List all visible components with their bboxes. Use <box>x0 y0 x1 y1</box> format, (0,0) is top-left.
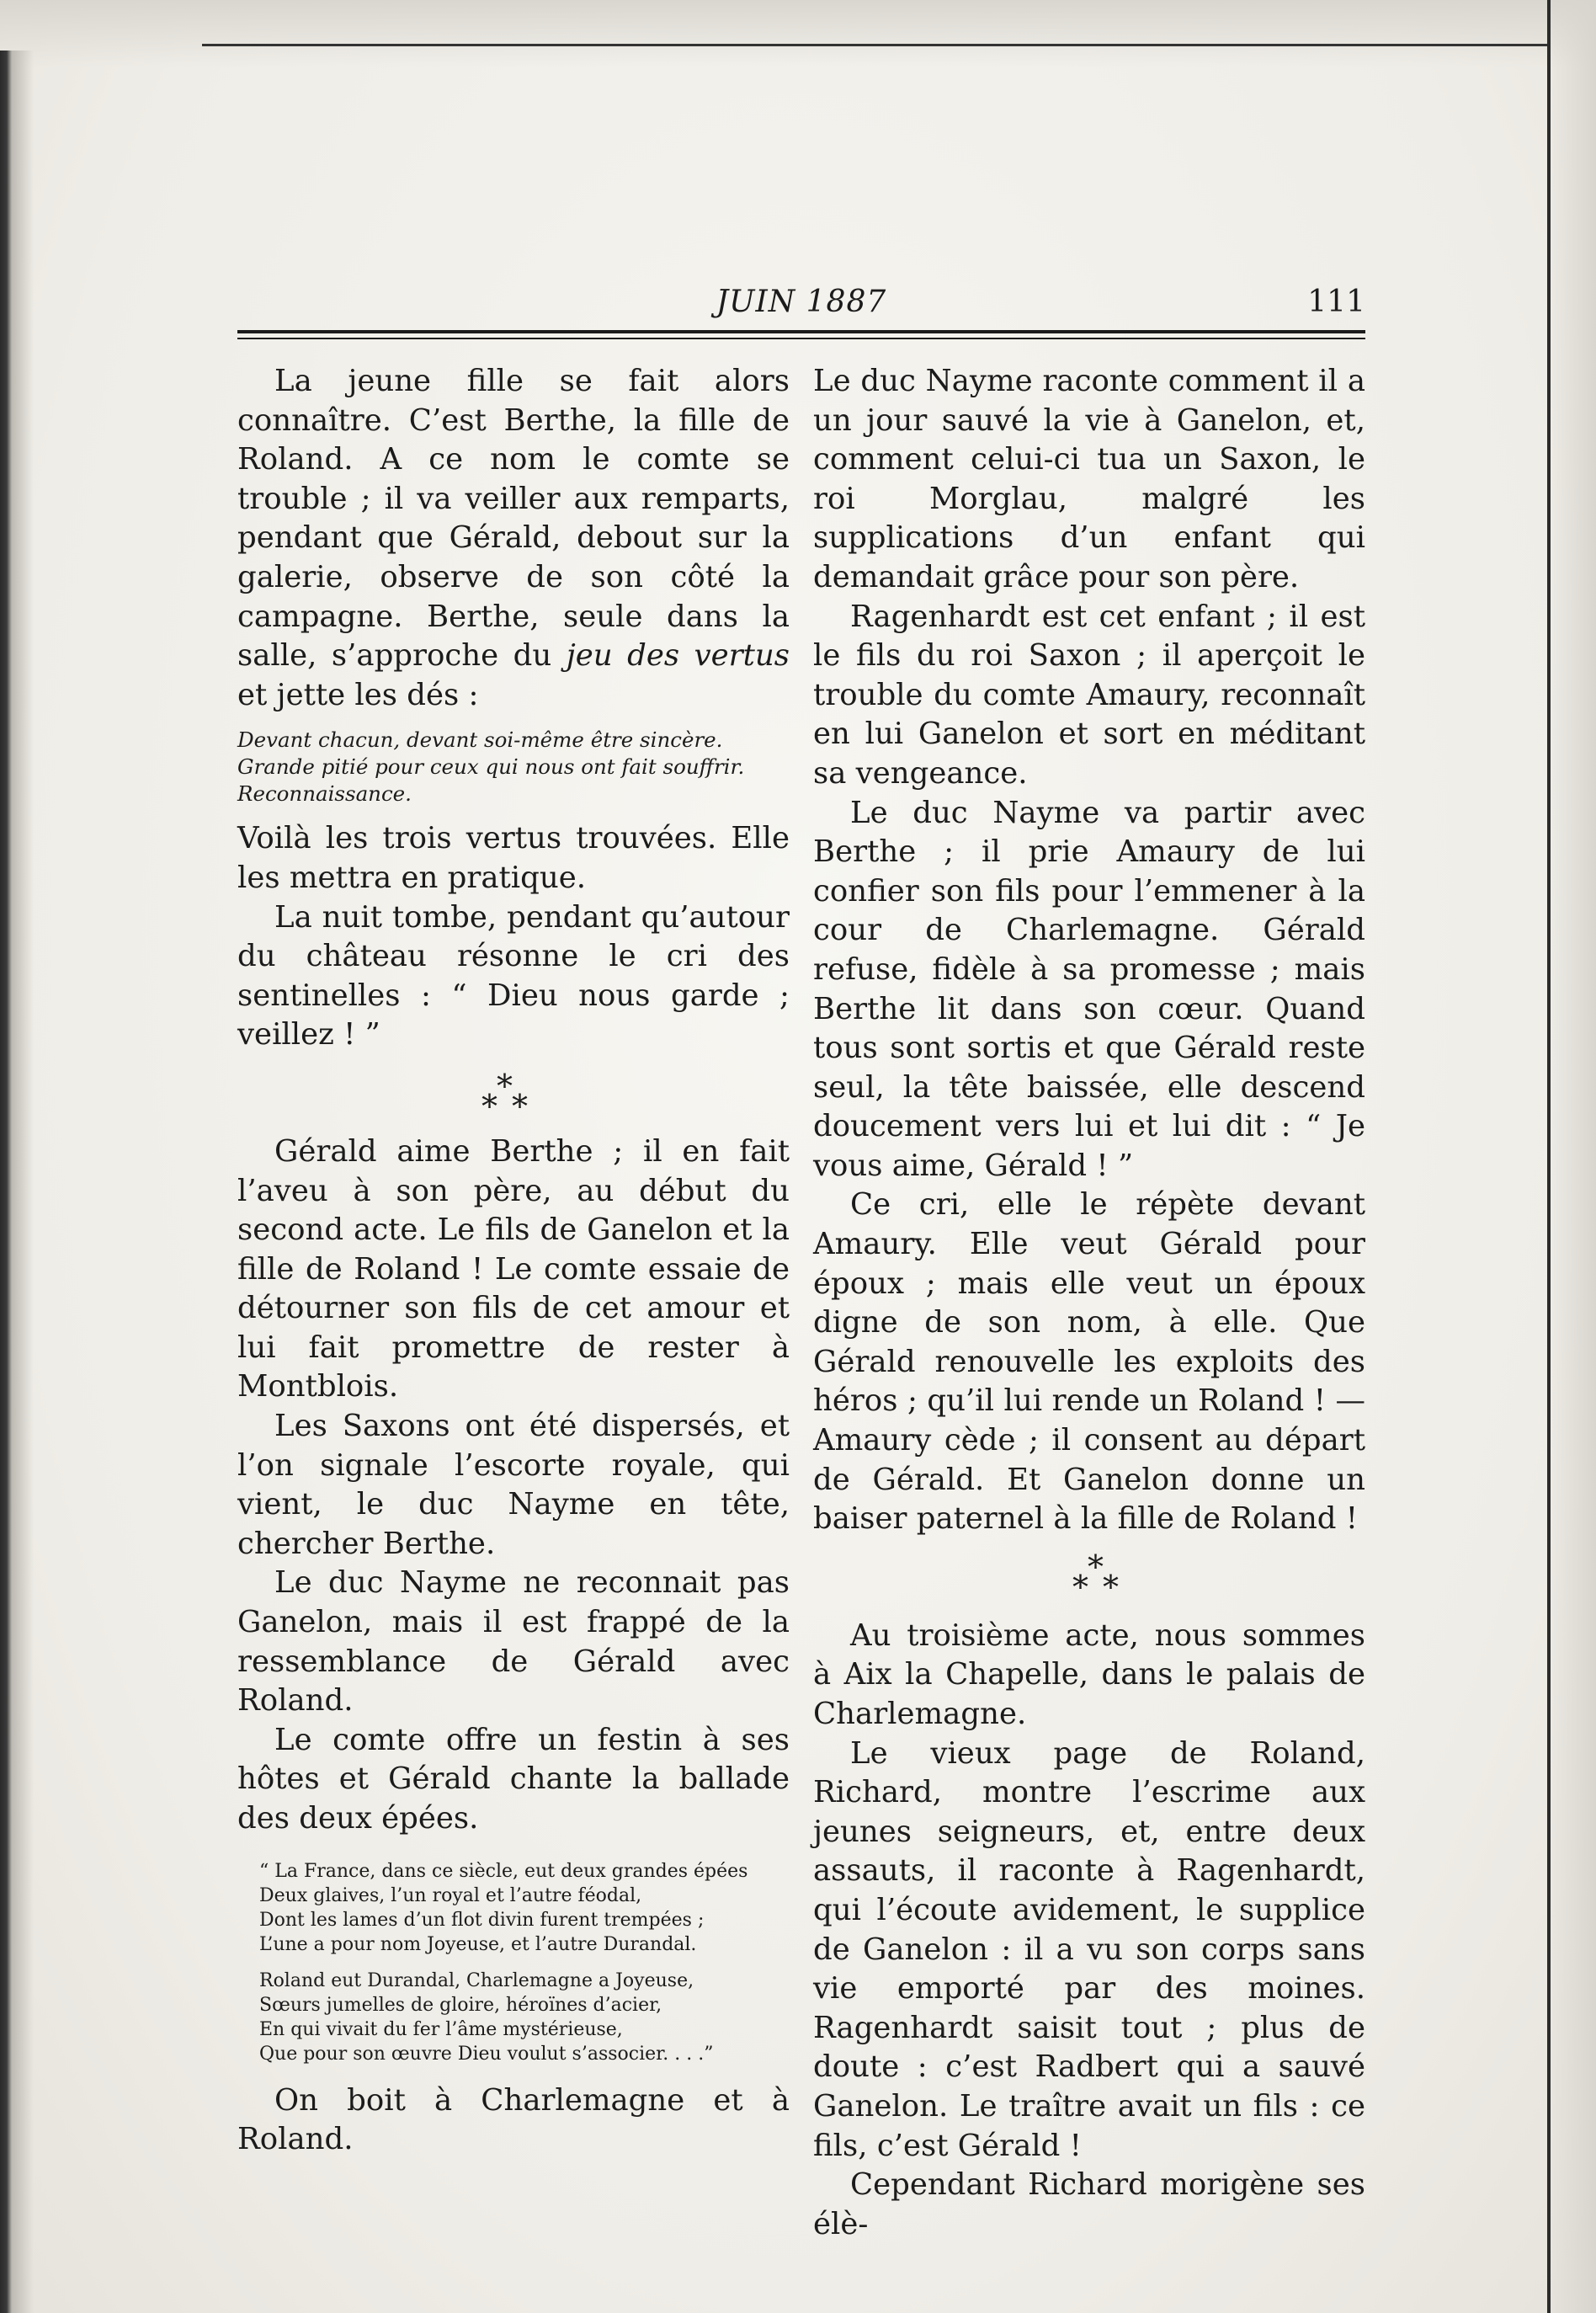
paragraph: Le duc Nayme va partir avec Berthe ; il prie Amaury de lui confier son fils pour l’emmener à la cour de Charlemagne. Gérald refuse, fidèle à sa promesse ; mais Berthe lit dans son cœur. Quand tous sont sortis et que Gérald reste seul, la tête baissée, elle descend doucement vers lui et lui dit : “ Je vous aime, Gérald ! ” <box>813 795 1365 1183</box>
paragraph: Le duc Nayme ne reconnait pas Ganelon, mais il est frappé de la ressemblance de Gérald avec Roland. <box>237 1565 790 1719</box>
verse-line: Deux glaives, l’un royal et l’autre féodal, <box>259 1884 642 1906</box>
paragraph: Cependant Richard morigène ses élè- <box>813 2167 1365 2241</box>
verse-line: Sœurs jumelles de gloire, héroïnes d’acier, <box>259 1994 662 2016</box>
asterism-star: * <box>1088 1548 1104 1586</box>
ballad-stanza <box>259 1969 790 2066</box>
quote-line: Grande pitié pour ceux qui nous ont fait souffrir. <box>237 754 745 780</box>
asterism <box>813 1539 1365 1617</box>
asterism-star: * <box>512 1087 528 1125</box>
paragraph: Les Saxons ont été dispersés, et l’on signale l’escorte royale, qui vient, le duc Nayme en tête, chercher Berthe. <box>237 1409 790 1561</box>
asterism-star: * <box>497 1067 513 1105</box>
verse-line: Que pour son œuvre Dieu voulut s’associer. . . .” <box>259 2043 714 2065</box>
paragraph: Le comte offre un festin à ses hôtes et Gérald chante la ballade des deux épées. <box>237 1722 790 1836</box>
header-rule-thin <box>237 338 1365 339</box>
quote-line: Devant chacun, devant soi-même être sincère. <box>237 727 723 753</box>
paragraph: Gérald aime Berthe ; il en fait l’aveu à son père, au début du second acte. Le fils de Ganelon et la fille de Roland ! Le comte essaie de détourner son fils de cet amour et lui fait promettre de rester à Montblois. <box>237 1133 790 1404</box>
verse-line: En qui vivait du fer l’âme mystérieuse, <box>259 2018 623 2040</box>
right-column <box>813 362 1365 2244</box>
paragraph: Le vieux page de Roland, Richard, montre l’escrime aux jeunes seigneurs, et, entre deux assauts, il raconte à Ragenhardt, qui l’écoute avidement, le supplice de Ganelon : il a vu son corps sans vie emporté par des moines. Ragenhardt saisit tout ; plus de doute : c’est Radbert qui a sauvé Ganelon. Le traître avait un fils : ce fils, c’est Gérald ! <box>813 1735 1365 2163</box>
running-title: JUIN 1887 <box>716 285 887 319</box>
page-number: 111 <box>1307 285 1365 319</box>
paragraph: Le duc Nayme raconte comment il a un jour sauvé la vie à Ganelon, et, comment celui-ci tua un Saxon, le roi Morglau, malgré les supplications d’un enfant qui demandait grâce pour son père. <box>813 364 1365 594</box>
italic-phrase: jeu des vertus <box>566 638 790 674</box>
verse-line: Roland eut Durandal, Charlemagne a Joyeuse, <box>259 1969 694 1991</box>
ballad-stanza <box>259 1859 790 1957</box>
scan-left-edge <box>0 51 34 2313</box>
header-rule-thick <box>237 330 1365 333</box>
left-column <box>237 362 790 2160</box>
scan-top-shadow <box>0 0 1596 67</box>
ballad-quote <box>259 1859 790 2066</box>
paragraph: On boit à Charlemagne et à Roland. <box>237 2082 790 2157</box>
vertus-quote <box>237 727 790 807</box>
paragraph: Ragenhardt est cet enfant ; il est le fils du roi Saxon ; il aperçoit le trouble du comte Amaury, reconnaît en lui Ganelon et sort en méditant sa vengeance. <box>813 599 1365 791</box>
paragraph: Ce cri, elle le répète devant Amaury. Elle veut Gérald pour époux ; mais elle veut un époux digne de son nom, à elle. Que Gérald renouvelle les exploits des héros ; qu’il lui rende un Roland ! — Amaury cède ; il consent au départ de Gérald. Et Ganelon donne un baiser paternel à la fille de Roland ! <box>813 1187 1365 1537</box>
page-header <box>237 285 1365 327</box>
paragraph: La jeune fille se fait alors connaître. C’est Berthe, la fille de Roland. A ce nom le comte se trouble ; il va veiller aux remparts, pendant que Gérald, debout sur la galerie, observe de son côté la campagne. Berthe, seule dans la salle, s’approche du jeu des vertus et jette les dés : <box>237 364 790 712</box>
scan-right-edge <box>1545 0 1596 2313</box>
paragraph: La nuit tombe, pendant qu’autour du château résonne le cri des sentinelles : “ Dieu nous garde ; veillez ! ” <box>237 899 790 1053</box>
quote-line: Reconnaissance. <box>237 781 412 807</box>
asterism-star: * <box>481 1087 497 1125</box>
paragraph: Voilà les trois vertus trouvées. Elle les mettra en pratique. <box>237 821 790 895</box>
scan-right-rule <box>1547 0 1551 2313</box>
scan-top-rule <box>202 44 1549 46</box>
asterism-star: * <box>1103 1568 1119 1606</box>
verse-line: “ La France, dans ce siècle, eut deux grandes épées <box>259 1860 748 1882</box>
paragraph: Au troisième acte, nous sommes à Aix la Chapelle, dans le palais de Charlemagne. <box>813 1618 1365 1731</box>
verse-line: Dont les lames d’un flot divin furent trempées ; <box>259 1909 705 1931</box>
verse-line: L’une a pour nom Joyeuse, et l’autre Durandal. <box>259 1933 697 1955</box>
asterism-star: * <box>1072 1568 1088 1606</box>
asterism <box>237 1055 790 1133</box>
